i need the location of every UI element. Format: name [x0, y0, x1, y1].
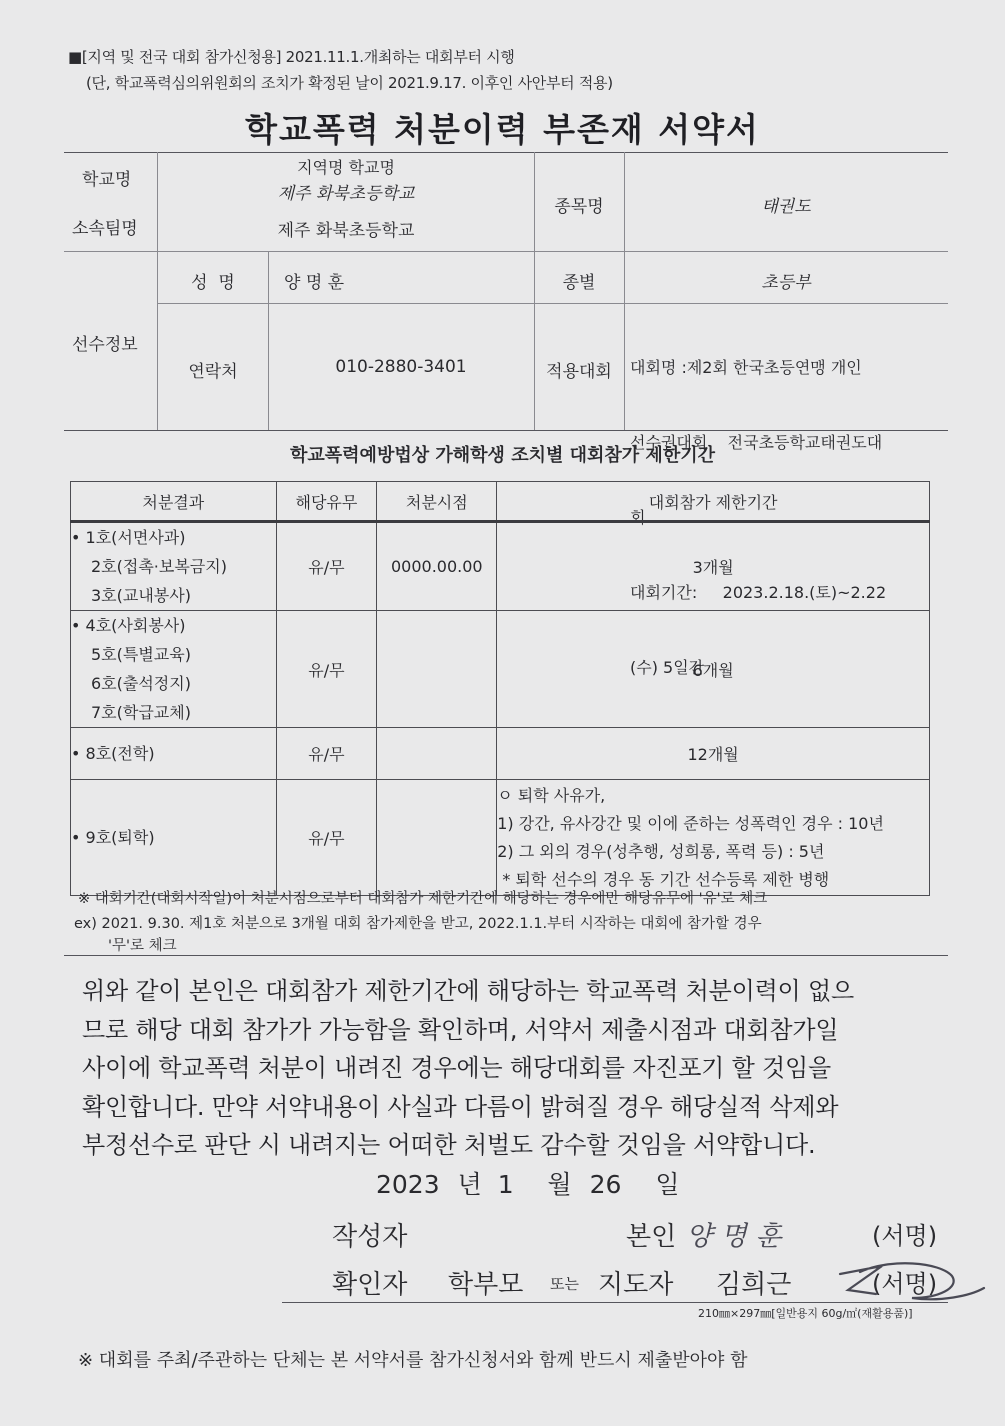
self-label: 본인: [626, 1222, 677, 1252]
date-day[interactable]: 26: [589, 1170, 622, 1199]
notice-line-1: ■[지역 및 전국 대회 참가신청용] 2021.11.1.개최하는 대회부터 시행: [68, 48, 515, 66]
coach-sign-label: (서명): [872, 1270, 938, 1298]
result-cell: [71, 522, 277, 611]
result-line: 6호(출석정지): [91, 674, 191, 693]
date-cell[interactable]: [377, 611, 497, 728]
applicable-cell[interactable]: 유/무: [276, 522, 377, 611]
parent-label: 학부모: [448, 1270, 524, 1300]
coach-name[interactable]: 김희근: [716, 1270, 792, 1300]
event-line: 대회명 :제2회 한국초등연맹 개인: [630, 358, 862, 377]
applicable-cell[interactable]: 유/무: [276, 728, 377, 780]
date-month-unit: 월: [547, 1170, 572, 1199]
limit-cell: 6개월: [497, 611, 930, 728]
bottom-note: ※ 대회를 주최/주관하는 단체는 본 서약서를 참가신청서와 함께 반드시 제출받아야 함: [78, 1350, 748, 1371]
footnote-line-2: ex) 2021. 9.30. 제1호 처분으로 3개월 대회 참가제한을 받고, 2022.1.1.부터 시작하는 대회에 참가할 경우: [74, 916, 762, 932]
name-label: 성 명: [191, 273, 235, 293]
limit-cell: 12개월: [497, 728, 930, 780]
date-cell[interactable]: [377, 728, 497, 780]
result-line: • 8호(전학): [71, 744, 155, 763]
result-line: 2호(접촉·보복금지): [91, 557, 227, 576]
event-line: 회: [630, 508, 646, 527]
event-label: 적용대회: [546, 362, 612, 382]
col-header-limit: 대회참가 제한기간: [497, 482, 930, 522]
footnote-line-3: '무'로 체크: [108, 938, 177, 954]
pledge-text: [82, 972, 942, 1165]
restriction-table: [70, 481, 930, 896]
limit-notes-cell: [497, 780, 930, 896]
category-label: 종별: [562, 273, 596, 293]
sport-value[interactable]: 태권도: [761, 197, 811, 217]
school-hint: 지역명 학교명: [297, 158, 395, 177]
applicable-cell[interactable]: 유/무: [276, 611, 377, 728]
document-title: 학교폭력 처분이력 부존재 서약서: [245, 110, 760, 149]
category-value[interactable]: 초등부: [761, 273, 811, 293]
date-line: [376, 1165, 680, 1201]
pledge-line: 므로 해당 대회 참가가 가능함을 확인하며, 서약서 제출시점과 대회참가일: [82, 1015, 839, 1044]
self-sign-label: (서명): [872, 1222, 938, 1250]
event-line: 선수권대회 전국초등학교태권도대: [630, 433, 883, 452]
table-row: [71, 522, 930, 611]
school-label: 학교명: [82, 170, 132, 190]
result-cell: [71, 611, 277, 728]
team-label: 소속팀명: [72, 219, 138, 239]
result-line: • 4호(사회봉사): [71, 616, 186, 635]
applicable-cell[interactable]: 유/무: [276, 780, 377, 896]
result-line: 7호(학급교체): [91, 703, 191, 722]
table-row: [71, 728, 930, 780]
col-header-applicable: 해당유무: [276, 482, 377, 522]
sport-label: 종목명: [554, 197, 604, 217]
table-row: [71, 611, 930, 728]
limit-note: * 퇴학 선수의 경우 동 기간 선수등록 제한 병행: [497, 869, 830, 889]
notice-line-2: (단, 학교폭력심의위원회의 조치가 확정된 날이 2021.9.17. 이후인 사안부터 적용): [86, 74, 613, 92]
self-handwritten-name[interactable]: 양 명 훈: [686, 1221, 782, 1252]
footnote-line-1: ※ 대회기간(대회시작일)이 처분시점으로부터 대회참가 제한기간에 해당하는 경우에만 해당유무에 '유'로 체크: [78, 891, 768, 907]
pledge-line: 부정선수로 판단 시 내려지는 어떠한 처벌도 감수할 것임을 서약합니다.: [82, 1131, 816, 1159]
col-header-date: 처분시점: [377, 482, 497, 522]
paper-spec: 210㎜×297㎜[일반용지 60g/㎡(재활용품)]: [698, 1307, 913, 1320]
limit-note: 2) 그 외의 경우(성추행, 성희롱, 폭력 등) : 5년: [497, 841, 825, 861]
date-year-unit: 년: [457, 1170, 482, 1199]
pledge-line: 사이에 학교폭력 처분이 내려진 경우에는 해당대회를 자진포기 할 것임을: [82, 1054, 831, 1082]
restriction-subtitle: 학교폭력예방법상 가해학생 조치별 대회참가 제한기간: [290, 445, 715, 466]
contact-value[interactable]: 010-2880-3401: [335, 357, 467, 377]
col-header-result: 처분결과: [71, 482, 277, 522]
result-line: 5호(특별교육): [91, 645, 191, 664]
pledge-line: 확인합니다. 만약 서약내용이 사실과 다름이 밝혀질 경우 해당실적 삭제와: [82, 1092, 839, 1121]
name-value[interactable]: 양 명 훈: [284, 273, 345, 293]
pledge-line: 위와 같이 본인은 대회참가 제한기간에 해당하는 학교폭력 처분이력이 없으: [82, 977, 854, 1005]
date-year[interactable]: 2023: [376, 1170, 440, 1199]
event-line: 대회기간: 2023.2.18.(토)~2.22: [630, 583, 887, 602]
team-value[interactable]: 제주 화북초등학교: [277, 221, 415, 241]
date-cell[interactable]: [377, 780, 497, 896]
player-info-label: 선수정보: [72, 335, 138, 355]
limit-cell: 3개월: [497, 522, 930, 611]
limit-note: 1) 강간, 유사강간 및 이에 준하는 성폭력인 경우 : 10년: [497, 813, 884, 833]
confirmer-label: 확인자: [332, 1270, 408, 1300]
result-cell: [71, 728, 277, 780]
coach-signature-scribble: [820, 1252, 990, 1312]
result-cell: [71, 780, 277, 896]
date-cell[interactable]: 0000.00.00: [377, 522, 497, 611]
contact-label: 연락처: [188, 362, 238, 382]
or-label: 또는: [550, 1275, 579, 1293]
date-month[interactable]: 1: [497, 1170, 514, 1199]
result-line: • 1호(서면사과): [71, 528, 186, 547]
result-line: 3호(교내봉사): [91, 586, 191, 605]
coach-label: 지도자: [598, 1270, 674, 1300]
result-line: • 9호(퇴학): [71, 828, 155, 847]
writer-label: 작성자: [332, 1222, 408, 1252]
date-day-unit: 일: [655, 1170, 680, 1199]
event-line: (수) 5일간: [630, 658, 705, 677]
school-value[interactable]: 제주 화북초등학교: [277, 184, 415, 204]
table-row: [71, 780, 930, 896]
limit-note: ㅇ 퇴학 사유가,: [497, 785, 606, 805]
